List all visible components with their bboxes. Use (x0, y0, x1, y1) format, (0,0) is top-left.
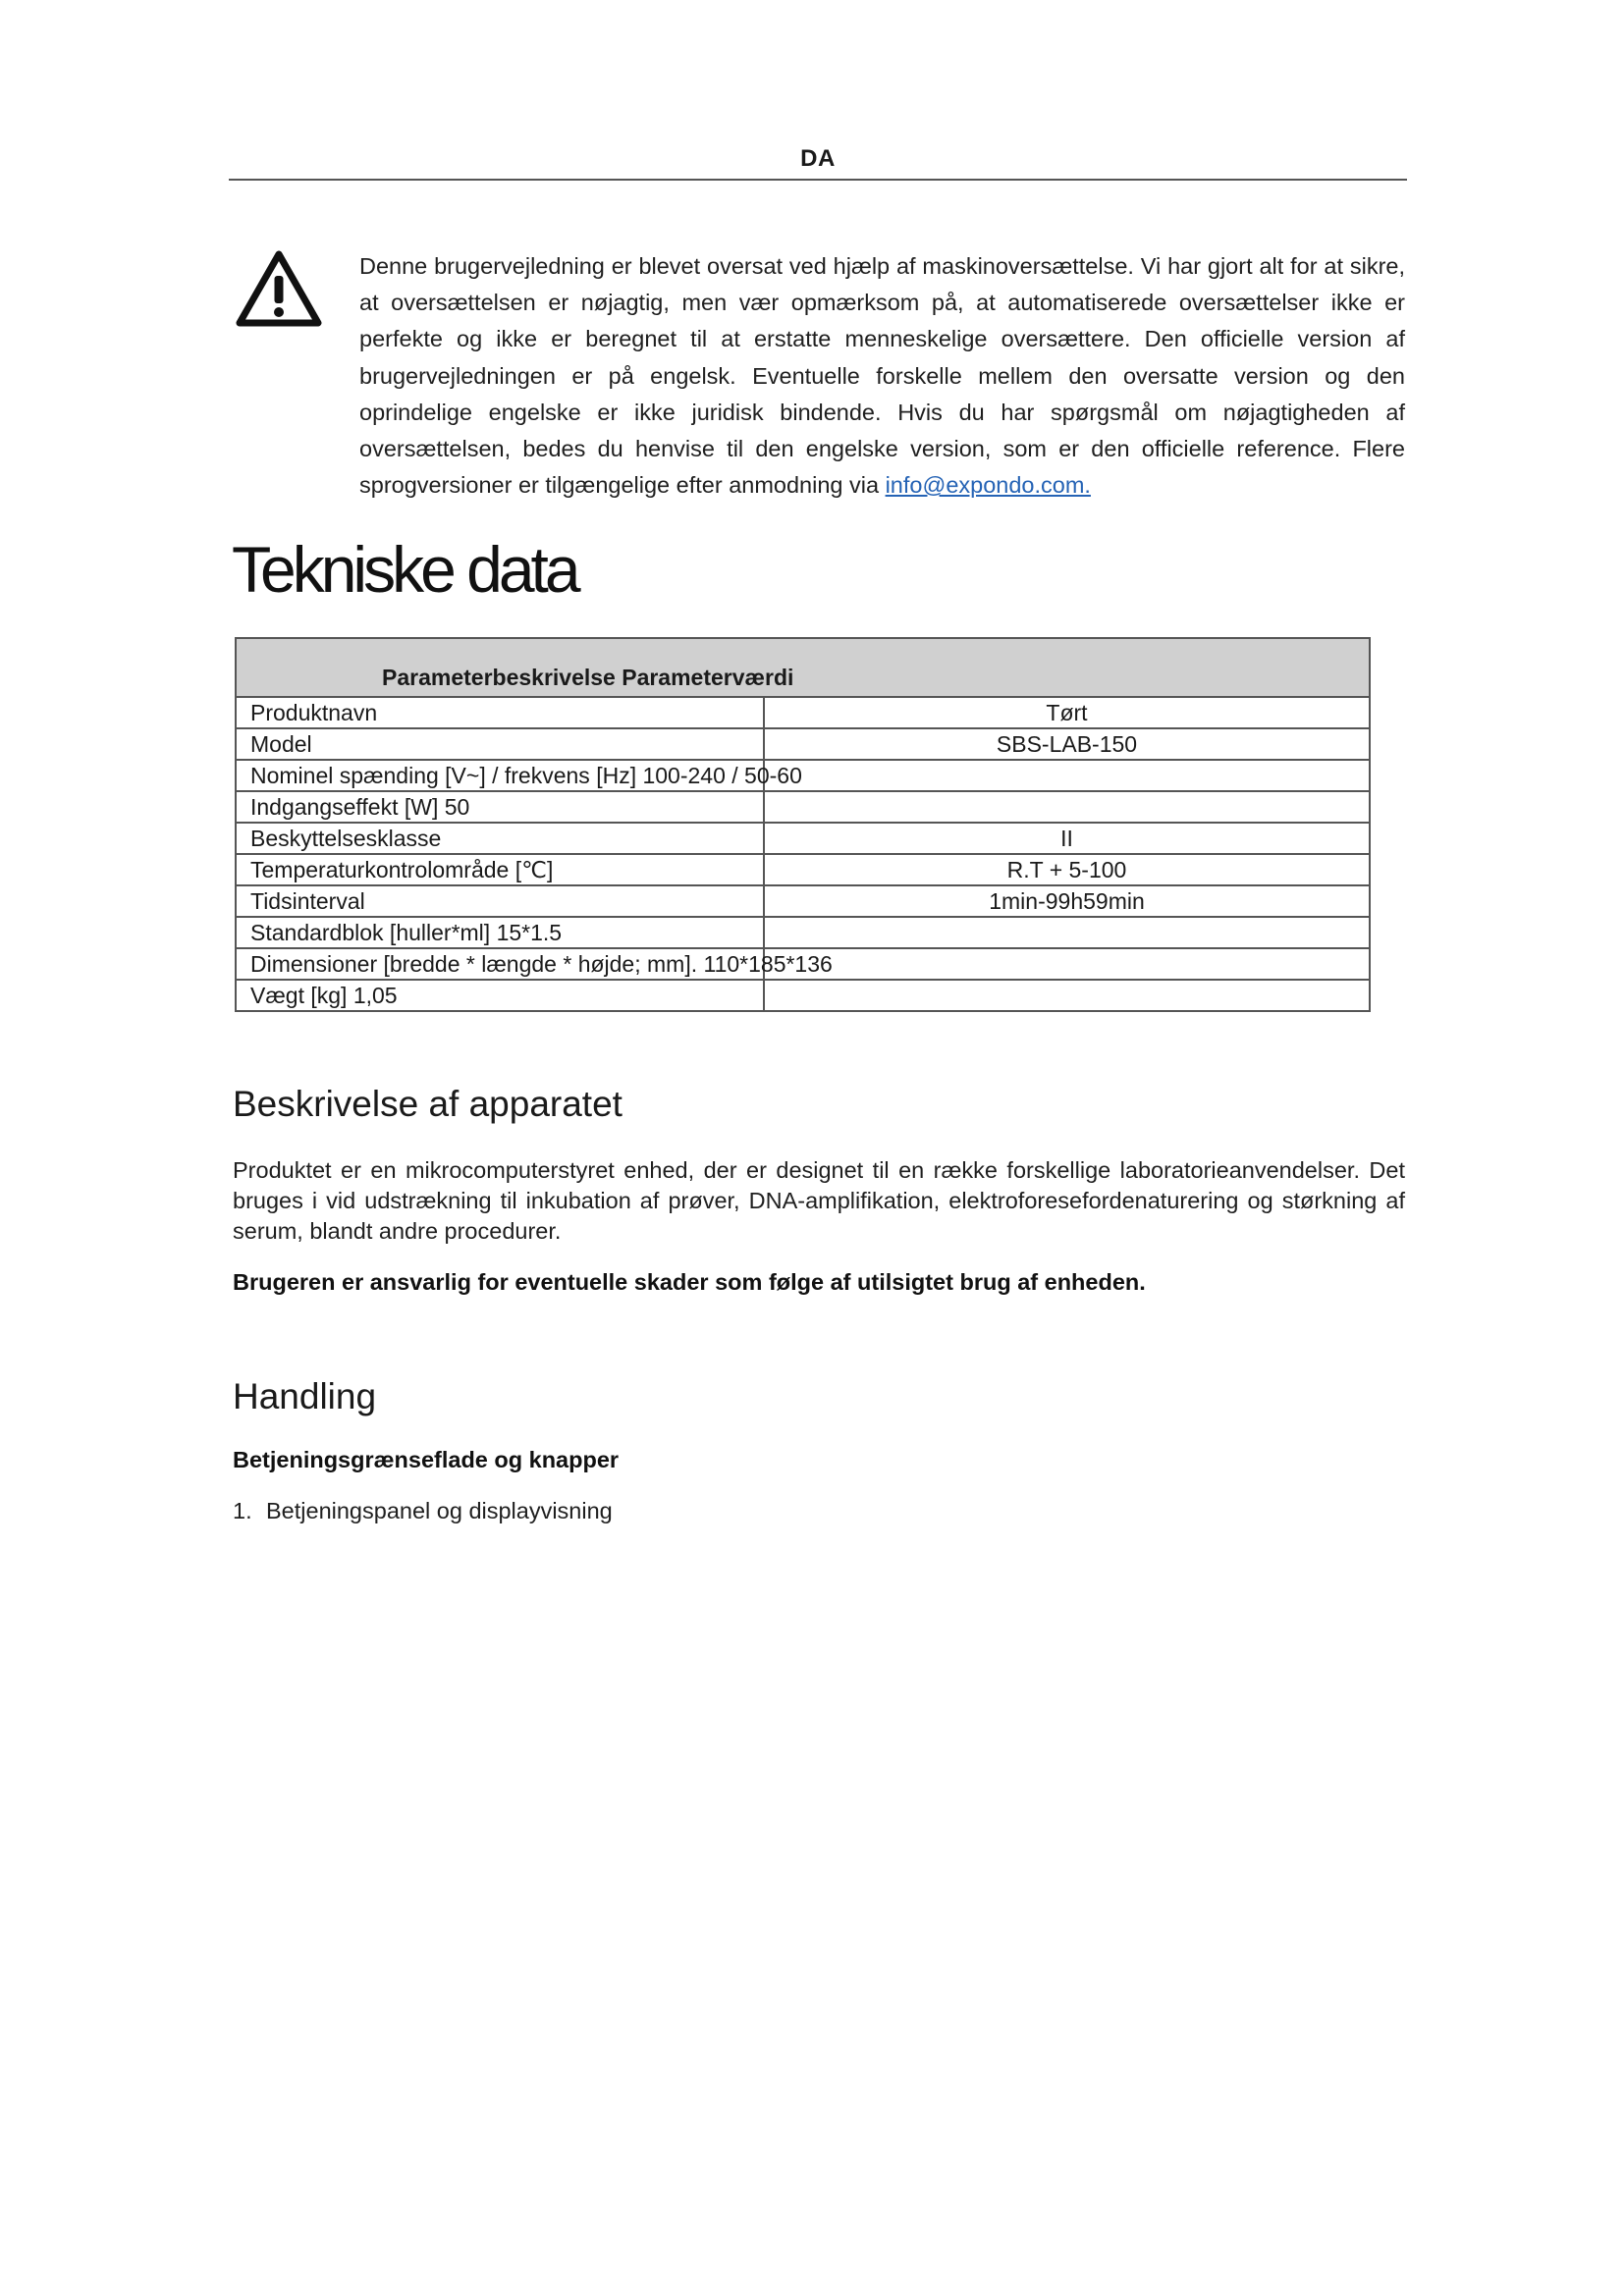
param-name: Model (236, 728, 764, 760)
param-value (764, 980, 1370, 1011)
table-row (236, 697, 1370, 728)
description-section-title: Beskrivelse af apparatet (233, 1084, 623, 1124)
param-value (764, 948, 1370, 980)
liability-note: Brugeren er ansvarlig for eventuelle skader som følge af utilsigtet brug af enheden. (233, 1269, 1146, 1295)
header-divider (229, 179, 1407, 181)
param-name: Beskyttelsesklasse (236, 823, 764, 854)
notice-text: Denne brugervejledning er blevet oversat ved hjælp af maskinoversættelse. Vi har gjort alt for at sikre, at oversættelsen er nøjagtig, men vær opmærksom på, at automatiserede oversættelser ikke er perfekte og ikke er beregnet til at erstatte menneskelige oversættere. Den officielle version af brugervejledningen er på engelsk. Eventuelle forskelle mellem den oversatte version og den oprindelige engelske er ikke juridisk bindende. Hvis du har spørgsmål om nøjagtigheden af oversættelsen, bedes du henvise til den engelske version, som er den officielle reference. Flere sprogversioner er tilgængelige efter anmodning via (359, 253, 1405, 499)
param-name: Temperaturkontrolområde [℃] (236, 854, 764, 885)
table-row (236, 885, 1370, 917)
param-name: Produktnavn (236, 697, 764, 728)
technical-data-title: Tekniske data (232, 533, 577, 606)
param-value (764, 760, 1370, 791)
param-value: II (764, 823, 1370, 854)
table-header-label: Parameterbeskrivelse Parameterværdi (236, 638, 1370, 697)
param-value: R.T + 5-100 (764, 854, 1370, 885)
param-name: Dimensioner [bredde * længde * højde; mm]. 110*185*136 (236, 948, 764, 980)
param-value (764, 917, 1370, 948)
handling-section-title: Handling (233, 1376, 377, 1416)
technical-data-table (235, 637, 1371, 1012)
table-row (236, 917, 1370, 948)
table-row (236, 823, 1370, 854)
param-name: Vægt [kg] 1,05 (236, 980, 764, 1011)
handling-subtitle: Betjeningsgrænseflade og knapper (233, 1447, 620, 1472)
table-header-row (236, 638, 1370, 697)
description-paragraph: Produktet er en mikrocomputerstyret enhed, der er designet til en række forskellige laboratorieanvendelser. Det bruges i vid udstrækning til inkubation af prøver, DNA-amplifikation, elektroforesefordenaturering og størkning af serum, blandt andre procedurer. (233, 1157, 1405, 1244)
translation-notice (359, 248, 1405, 504)
table-row (236, 728, 1370, 760)
param-value (764, 791, 1370, 823)
param-name: Indgangseffekt [W] 50 (236, 791, 764, 823)
list-item-number: 1. (233, 1498, 252, 1523)
table-row (236, 791, 1370, 823)
param-name: Tidsinterval (236, 885, 764, 917)
param-value: SBS-LAB-150 (764, 728, 1370, 760)
table-row (236, 760, 1370, 791)
contact-email-link[interactable]: info@expondo.com. (885, 472, 1091, 499)
warning-triangle-icon (236, 250, 322, 329)
list-item (233, 1498, 613, 1524)
table-row (236, 948, 1370, 980)
param-value: 1min-99h59min (764, 885, 1370, 917)
param-name: Standardblok [huller*ml] 15*1.5 (236, 917, 764, 948)
param-value: Tørt (764, 697, 1370, 728)
table-row (236, 980, 1370, 1011)
param-name: Nominel spænding [V~] / frekvens [Hz] 100-240 / 50-60 (236, 760, 764, 791)
list-item-text: Betjeningspanel og displayvisning (266, 1498, 613, 1523)
page-language-header: DA (800, 145, 836, 172)
table-row (236, 854, 1370, 885)
